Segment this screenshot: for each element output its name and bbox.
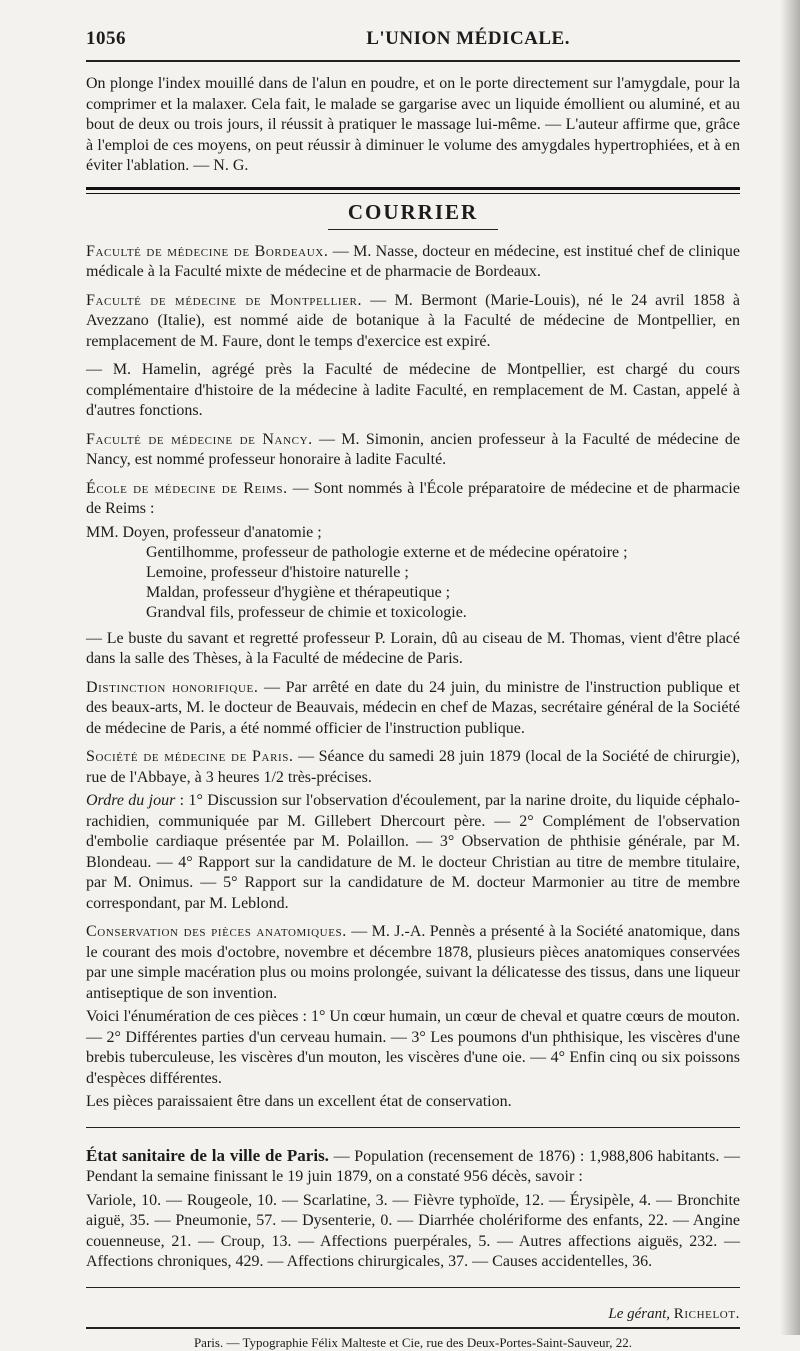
item-lead: École de médecine de Reims. <box>86 479 288 497</box>
ordre-label: Ordre du jour <box>86 792 176 809</box>
item-text: — M. Bermont (Marie-Louis), né le 24 avril 1858 à Avezzano (Italie), est nommé aide de botanique à la Faculté de médecine de Montpellier, en remplacement de M. Faure, dont le temps d'exercice est expiré. <box>86 291 740 350</box>
list-item: Lemoine, professeur d'histoire naturelle ; <box>146 563 409 581</box>
conservation-paragraph <box>86 922 740 1004</box>
footer-rule <box>86 1327 740 1329</box>
item-text: — M. Hamelin, agrégé près la Faculté de médecine de Montpellier, est chargé du cours complémentaire d'histoire de la médecine à ladite Faculté, en remplacement de M. Castan, appelé à d'autres fonctions. <box>86 361 740 419</box>
header-rule <box>86 60 740 62</box>
item-lead: Société de médecine de Paris. <box>86 748 294 765</box>
item-lead: Faculté de médecine de Nancy. <box>86 430 313 448</box>
ordre-du-jour <box>86 791 740 914</box>
item-lead: Faculté de médecine de Montpellier. <box>86 291 363 309</box>
etat-heading: État sanitaire de la ville de Paris. <box>86 1145 329 1165</box>
news-item-montpellier-2 <box>86 360 740 422</box>
item-lead: Distinction honorifique. <box>86 678 259 696</box>
list-item: Grandval fils, professeur de chimie et toxicologie. <box>146 603 467 621</box>
news-item-bordeaux <box>86 242 740 283</box>
list-item: Maldan, professeur d'hygiène et thérapeutique ; <box>146 583 451 601</box>
printer-imprint: Paris. — Typographie Félix Malteste et Cie, rue des Deux-Portes-Saint-Sauveur, 22. <box>193 1334 633 1350</box>
mortality-stats: Variole, 10. — Rougeole, 10. — Scarlatine, 3. — Fièvre typhoïde, 12. — Érysipèle, 4. — Bronchite aiguë, 35. — Pneumonie, 57. — Dysenterie, 0. — Diarrhée cholériforme des enfants, 22. — Angine couenneuse, 21. — Croup, 13. — Affections puerpérales, 5. — Autres affections aiguës, 232. — Affections chroniques, 429. — Affections chirurgicales, 37. — Causes accidentelles, 36. <box>86 1191 740 1270</box>
list-item: Gentilhomme, professeur de pathologie externe et de médecine opératoire ; <box>146 543 628 561</box>
pieces-state-paragraph: Les pièces paraissaient être dans un excellent état de conservation. <box>86 1093 512 1110</box>
lorain-paragraph: — Le buste du savant et regretté professeur P. Lorain, dû au ciseau de M. Thomas, vient d'être placé dans la salle des Thèses, à la Faculté de médecine de Paris. <box>86 629 740 667</box>
item-text: — Par arrêté en date du 24 juin, du ministre de l'instruction publique et des beaux-arts, M. le docteur de Beauvais, médecin en chef de Mazas, secrétaire général de la Société de médecine de Paris, a été nommé officier de l'instruction publique. <box>86 678 740 737</box>
item-text: : 1° Discussion sur l'observation d'écoulement, par la narine droite, du liquide céphalo-rachidien, communiquée par M. Gillebert Dhercourt père. — 2° Complément de l'observation d'embolie cardiaque présentée par M. Polaillon. — 3° Observation de phthisie générale, par M. Blondeau. — 4° Rapport sur la candidature de M. le docteur Christian au titre de membre titulaire, par M. Onimus. — 5° Rapport sur la candidature de M. docteur Marmonier au titre de membre correspondant, par M. Leblond. <box>86 792 740 912</box>
etat-sanitaire-paragraph <box>86 1146 740 1188</box>
news-item-montpellier <box>86 291 740 353</box>
section-separator <box>86 1127 740 1128</box>
item-text: — M. Simonin, ancien professeur à la Faculté de médecine de Nancy, est nommé professeur honoraire à ladite Faculté. <box>86 430 741 468</box>
title-underline <box>328 229 498 230</box>
running-head <box>86 28 740 50</box>
footer-separator <box>86 1287 740 1288</box>
item-text: — Séance du samedi 28 juin 1879 (local de la Société de chirurgie), rue de l'Abbaye, à 3 heures 1/2 très-précises. <box>86 748 740 786</box>
gerant-signature <box>86 1306 740 1323</box>
item-lead: Faculté de médecine de Bordeaux. <box>86 242 329 260</box>
item-text: — Population (recensement de 1876) : 1,988,806 habitants. — Pendant la semaine finissant le 19 juin 1879, on a constaté 956 décès, savoir : <box>86 1147 740 1185</box>
section-title: COURRIER <box>347 199 479 224</box>
distinction-paragraph <box>86 678 740 740</box>
reims-appointments-list <box>86 523 740 623</box>
list-item: MM. Doyen, professeur d'anatomie ; <box>86 523 322 541</box>
page-number: 1056 <box>86 28 126 49</box>
news-item-nancy <box>86 430 740 471</box>
section-divider <box>86 187 740 194</box>
item-text: — M. Nasse, docteur en médecine, est institué chef de clinique médicale à la Faculté mixte de médecine et de pharmacie de Bordeaux. <box>86 242 740 280</box>
news-item-reims <box>86 479 740 520</box>
enumeration-paragraph: Voici l'énumération de ces pièces : 1° Un cœur humain, un cœur de cheval et quatre cœurs de mouton. — 2° Différentes parties d'un cerveau humain. — 3° Les poumons d'un phthisique, les viscères d'une brebis tuberculeuse, les viscères d'un mouton, les viscères d'une oie. — 4° Enfin cinq ou six poissons d'espèces différentes. <box>86 1008 740 1087</box>
page-edge-shadow <box>780 0 800 1335</box>
gerant-label: Le gérant, <box>608 1305 671 1322</box>
gerant-name: Richelot. <box>673 1305 740 1322</box>
societe-paragraph <box>86 747 740 788</box>
item-text: — M. J.-A. Pennès a présenté à la Société anatomique, dans le courant des mois d'octobre, novembre et décembre 1878, plusieurs pièces anatomiques conservées par une simple macération plus ou moins prolongée, suivant la délicatesse des tissus, dans une liqueur antiseptique de son invention. <box>86 923 740 1002</box>
item-text: — Sont nommés à l'École préparatoire de médecine et de pharmacie de Reims : <box>86 479 740 517</box>
journal-title: L'UNION MÉDICALE. <box>366 28 570 49</box>
item-lead: Conservation des pièces anatomiques. <box>86 923 347 940</box>
intro-paragraph: On plonge l'index mouillé dans de l'alun en poudre, et on le porte directement sur l'amygdale, pour la comprimer et la malaxer. Cela fait, le malade se gargarise avec un liquide émollient ou aluminé, et au bout de deux ou trois jours, il réussit à pratiquer le massage lui-même. — L'auteur affirme que, grâce à l'emploi de ces moyens, on peut réussir à diminuer le volume des amygdales hypertrophiées, et à en éviter l'ablation. — N. G. <box>86 75 740 174</box>
